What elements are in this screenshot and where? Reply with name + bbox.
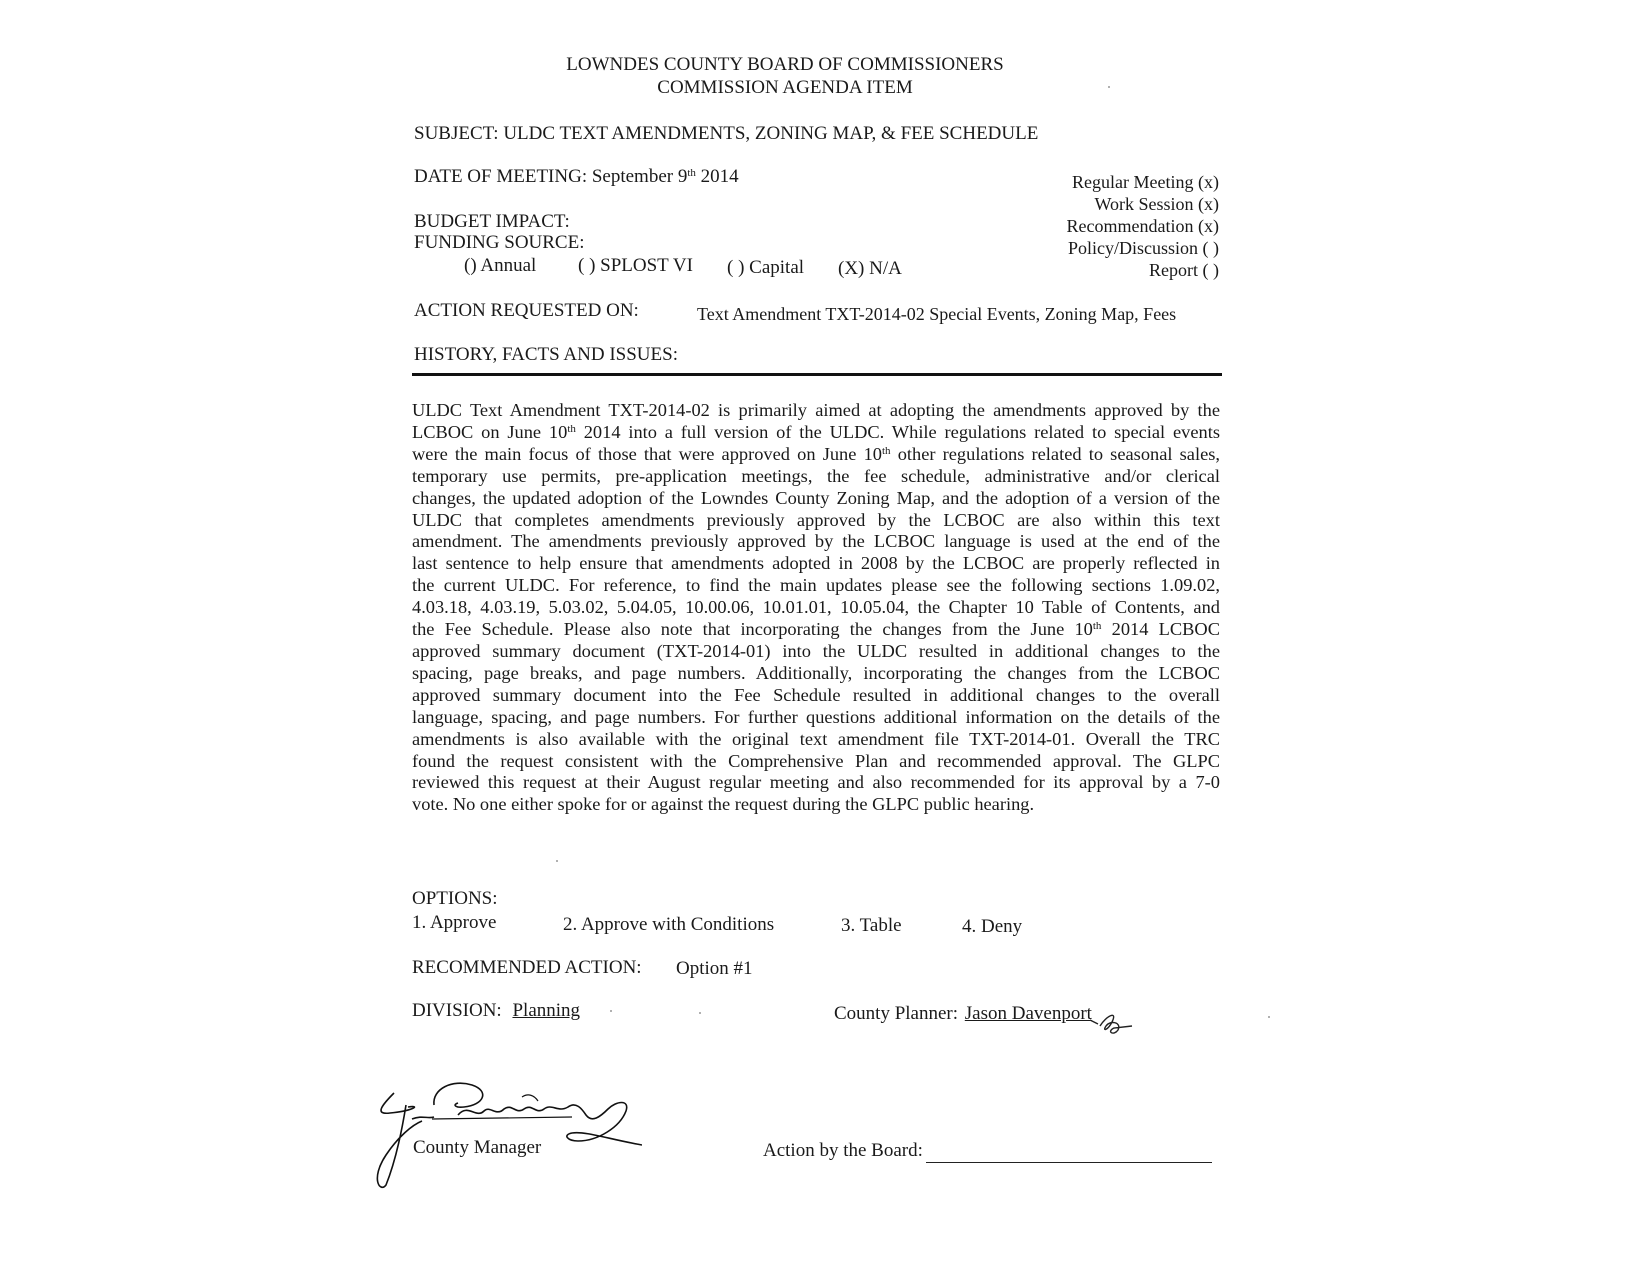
- history-line: [412, 619, 1220, 641]
- planner-initials-mark: [1088, 1002, 1138, 1038]
- subject: SUBJECT: ULDC TEXT AMENDMENTS, ZONING MAP, & FEE SCHEDULE: [414, 123, 1039, 144]
- history-sup: th: [1092, 620, 1102, 633]
- history-line: [412, 510, 1220, 532]
- history-heading: HISTORY, FACTS AND ISSUES:: [414, 344, 678, 365]
- history-text: 2014 into a full version of the ULDC. While regulations related to special events: [575, 421, 1220, 442]
- history-line: [412, 488, 1220, 510]
- funding-option-annual: () Annual: [464, 255, 537, 276]
- option-approve-with-conditions: 2. Approve with Conditions: [563, 914, 775, 935]
- date-year: 2014: [695, 166, 739, 187]
- action-requested-value: Text Amendment TXT-2014-02 Special Events, Zoning Map, Fees: [697, 304, 1177, 324]
- history-text: 2014 LCBOC: [1101, 619, 1220, 640]
- recommended-action-value: Option #1: [676, 958, 753, 979]
- history-text: the current ULDC. For reference, to find the main updates please see the following sections 1.09.02,: [412, 575, 1220, 596]
- history-text: 4.03.18, 4.03.19, 5.03.02, 5.04.05, 10.00.06, 10.01.01, 10.05.04, the Chapter 10 Table of Contents, and: [412, 597, 1220, 618]
- history-sup: th: [567, 422, 576, 435]
- budget-impact: BUDGET IMPACT:: [414, 211, 570, 232]
- history-line: [412, 597, 1220, 619]
- history-text: temporary use permits, pre-application meetings, the fee schedule, administrative and/or clerical: [412, 465, 1220, 486]
- meeting-type-regular: Regular Meeting (x): [1072, 172, 1219, 192]
- options-label: OPTIONS:: [412, 888, 498, 909]
- history-text: ULDC that completes amendments previously approved by the LCBOC are also within this text: [412, 509, 1220, 530]
- funding-option-capital: ( ) Capital: [727, 257, 805, 278]
- funding-option-na: (X) N/A: [838, 258, 902, 279]
- scan-speck: [699, 1012, 701, 1014]
- meeting-type-list: [1067, 171, 1219, 281]
- history-line: [412, 553, 1220, 575]
- history-text: approved summary document (TXT-2014-01) into the ULDC resulted in additional changes to the: [412, 640, 1220, 661]
- action-by-board-label: Action by the Board:: [763, 1140, 923, 1161]
- date-label: DATE OF MEETING: September 9: [414, 166, 688, 187]
- option-table: 3. Table: [841, 915, 902, 936]
- history-text: found the request consistent with the Comprehensive Plan and recommended approval. The GLPC: [412, 750, 1220, 771]
- division-value: Planning: [512, 1000, 581, 1021]
- history-text: language, spacing, and page numbers. For further questions additional information on the details of the: [412, 706, 1220, 727]
- funding-option-splost: ( ) SPLOST VI: [578, 255, 693, 276]
- history-text: approved summary document into the Fee Schedule resulted in additional changes to the overall: [412, 684, 1220, 705]
- history-line: [412, 641, 1220, 663]
- division: [412, 1000, 580, 1022]
- meeting-type-work-session: Work Session (x): [1094, 194, 1219, 214]
- funding-source-label: FUNDING SOURCE:: [414, 232, 585, 253]
- action-requested-label: ACTION REQUESTED ON:: [414, 300, 639, 321]
- history-text: amendments is also available with the original text amendment file TXT-2014-01. Overall the TRC: [412, 728, 1220, 749]
- header-line-1: LOWNDES COUNTY BOARD OF COMMISSIONERS: [566, 54, 1004, 75]
- history-line: [412, 466, 1220, 488]
- history-line: [412, 400, 1220, 422]
- history-text: the Fee Schedule. Please also note that incorporating the changes from the June 10: [412, 619, 1093, 640]
- history-line: [412, 422, 1220, 444]
- county-planner: [834, 1003, 1092, 1025]
- scan-speck: [610, 1010, 612, 1012]
- scan-speck: [1108, 86, 1110, 88]
- date-of-meeting: [414, 166, 739, 188]
- history-line: [412, 707, 1220, 729]
- header-line-2: COMMISSION AGENDA ITEM: [657, 77, 913, 98]
- history-line: [412, 531, 1220, 553]
- history-text: amendment. The amendments previously approved by the LCBOC language is used at the end of the: [412, 531, 1220, 552]
- history-paragraph: [412, 400, 1220, 816]
- history-sup: th: [881, 444, 891, 457]
- meeting-type-report: Report ( ): [1149, 260, 1219, 280]
- history-line: [412, 772, 1220, 794]
- scan-speck: [556, 860, 558, 862]
- history-line: [412, 729, 1220, 751]
- history-line: [412, 794, 1220, 816]
- division-label: DIVISION:: [412, 1000, 502, 1021]
- county-planner-value: Jason Davenport: [964, 1003, 1092, 1024]
- meeting-type-recommendation: Recommendation (x): [1066, 216, 1219, 236]
- county-planner-label: County Planner:: [834, 1003, 959, 1024]
- history-text: other regulations related to seasonal sales,: [890, 443, 1220, 464]
- history-text: ULDC Text Amendment TXT-2014-02 is primarily aimed at adopting the amendments approved by the: [412, 400, 1220, 420]
- county-manager-signature: [372, 1075, 642, 1195]
- history-text: changes, the updated adoption of the Lowndes County Zoning Map, and the adoption of a version of the: [412, 487, 1220, 508]
- history-divider: [412, 373, 1222, 376]
- county-manager-label: County Manager: [413, 1137, 542, 1158]
- option-approve: 1. Approve: [412, 912, 497, 933]
- recommended-action-label: RECOMMENDED ACTION:: [412, 957, 642, 978]
- meeting-type-policy-discussion: Policy/Discussion ( ): [1068, 238, 1219, 258]
- history-text: spacing, page breaks, and page numbers. Additionally, incorporating the changes from the LCBOC: [412, 662, 1220, 683]
- history-line: [412, 444, 1220, 466]
- history-text: last sentence to help ensure that amendments adopted in 2008 by the LCBOC are properly reflected in: [412, 553, 1220, 574]
- history-text: LCBOC on June 10: [412, 421, 568, 442]
- history-line: [412, 751, 1220, 773]
- date-sup: th: [687, 166, 696, 179]
- scan-speck: [1268, 1016, 1270, 1018]
- history-text: vote. No one either spoke for or against the request during the GLPC public hearing.: [412, 794, 1035, 815]
- history-line: [412, 663, 1220, 685]
- history-text: were the main focus of those that were approved on June 10: [412, 443, 882, 464]
- action-by-board-line: [926, 1162, 1212, 1163]
- history-text: reviewed this request at their August regular meeting and also recommended for its approval by a 7-0: [412, 772, 1220, 793]
- history-line: [412, 685, 1220, 707]
- option-deny: 4. Deny: [962, 916, 1023, 937]
- history-line: [412, 575, 1220, 597]
